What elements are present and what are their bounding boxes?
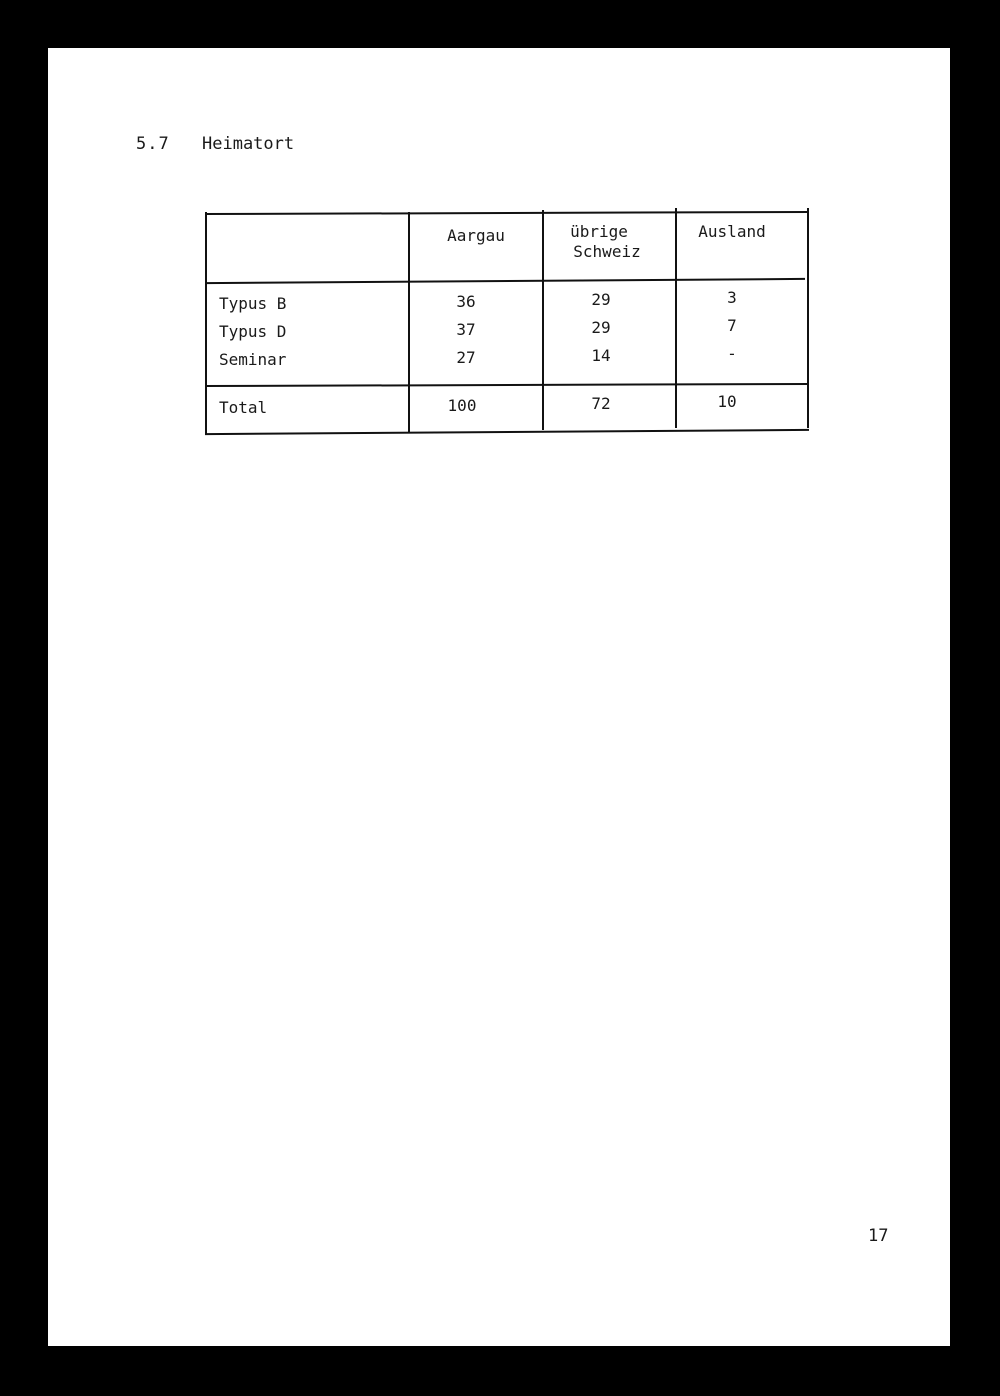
table-cell: 27 bbox=[456, 348, 476, 367]
document-page bbox=[48, 48, 950, 1346]
total-label: Total bbox=[219, 398, 268, 417]
total-separator bbox=[205, 383, 809, 387]
table-cell: - bbox=[727, 344, 737, 363]
row-label: Seminar bbox=[219, 350, 287, 369]
page-number: 17 bbox=[868, 1226, 889, 1246]
column-header-aargau: Aargau bbox=[447, 226, 505, 245]
table-border-left bbox=[205, 212, 207, 434]
column-header-ausland: Ausland bbox=[698, 222, 766, 241]
total-cell: 72 bbox=[591, 394, 611, 413]
table-cell: 3 bbox=[727, 288, 737, 307]
table-cell: 36 bbox=[456, 292, 476, 311]
table-cell: 29 bbox=[591, 318, 611, 337]
section-title: Heimatort bbox=[202, 134, 295, 154]
table-border-right bbox=[807, 208, 809, 428]
column-header-uebrige: übrige bbox=[570, 222, 628, 241]
header-separator bbox=[205, 278, 805, 284]
data-table bbox=[205, 208, 809, 430]
row-label: Typus B bbox=[219, 294, 287, 313]
total-cell: 100 bbox=[447, 396, 477, 415]
table-cell: 7 bbox=[727, 316, 737, 335]
table-border-top bbox=[205, 211, 809, 215]
table-cell: 29 bbox=[591, 290, 611, 309]
column-header-schweiz: Schweiz bbox=[573, 242, 641, 261]
total-cell: 10 bbox=[717, 392, 737, 411]
table-cell: 14 bbox=[591, 346, 611, 365]
table-cell: 37 bbox=[456, 320, 476, 339]
row-label: Typus D bbox=[219, 322, 287, 341]
table-border-bottom bbox=[205, 429, 809, 435]
section-number: 5.7 bbox=[136, 134, 170, 154]
